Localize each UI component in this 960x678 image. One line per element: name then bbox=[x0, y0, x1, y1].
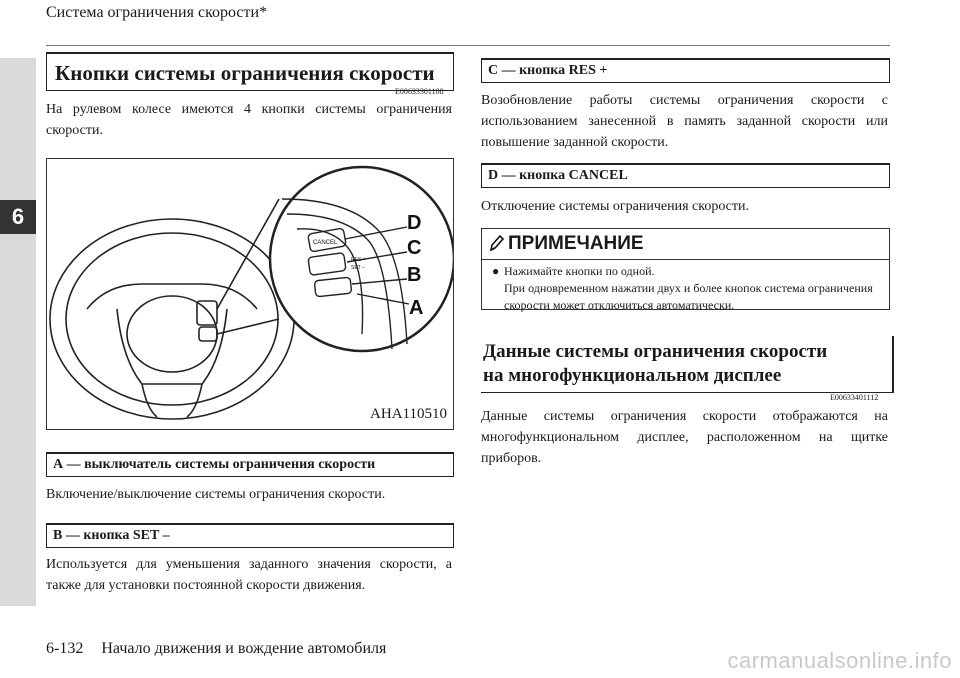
section-title-buttons: Кнопки системы ограничения скорости bbox=[46, 52, 454, 91]
item-b-title: В — кнопка SET – bbox=[46, 523, 454, 548]
callout-b: B bbox=[407, 264, 422, 286]
note-bullet-text: Нажимайте кнопки по одной. bbox=[504, 264, 655, 278]
item-c-text: Возобновление работы системы ограничения скорости с использованием занесенной в память заданной скорости или повышение заданной скорости. bbox=[481, 93, 888, 150]
chapter-tab: 6 bbox=[0, 200, 36, 234]
note-box bbox=[481, 228, 890, 310]
item-b-text: Используется для уменьшения заданного значения скорости, а также для установки постоянной скорости движения. bbox=[46, 557, 452, 593]
figure-label: AHA110510 bbox=[370, 406, 447, 422]
callout-a: A bbox=[409, 297, 424, 319]
callout-d: D bbox=[407, 212, 422, 234]
item-d-title: D — кнопка CANCEL bbox=[481, 163, 890, 188]
bullet-icon: ● bbox=[492, 264, 500, 278]
display-text: Данные системы ограничения скорости отображаются на многофункциональном дисплее, расположенном на щитке приборов. bbox=[481, 409, 888, 466]
steering-wheel-figure bbox=[46, 158, 454, 430]
item-d-text: Отключение системы ограничения скорости. bbox=[481, 199, 750, 214]
note-title: ПРИМЕЧАНИЕ bbox=[508, 233, 644, 254]
section-title-display bbox=[481, 336, 894, 393]
watermark: carmanualsonline.info bbox=[727, 648, 952, 673]
note-header bbox=[482, 229, 889, 260]
header-title: Система ограничения скорости* bbox=[46, 4, 268, 21]
steering-wheel-illustration bbox=[47, 159, 453, 429]
res-button-label: RES + bbox=[351, 257, 366, 263]
set-button-label: SET – bbox=[351, 265, 365, 271]
item-a-title: А — выключатель системы ограничения скорости bbox=[46, 452, 454, 477]
section-title-display-line2: на многофункциональном дисплее bbox=[483, 365, 782, 386]
note-bullet bbox=[492, 263, 881, 280]
page-number: 6-132 bbox=[46, 640, 84, 657]
intro-paragraph: На рулевом колесе имеются 4 кнопки системы ограничения скорости. bbox=[46, 102, 452, 138]
item-c-title: С — кнопка RES + bbox=[481, 58, 890, 83]
note-body bbox=[492, 263, 881, 314]
callout-c: C bbox=[407, 237, 422, 259]
header-rule bbox=[46, 45, 890, 46]
pencil-icon bbox=[488, 234, 504, 252]
cancel-button-label: CANCEL bbox=[313, 240, 338, 246]
section-title-display-line1: Данные системы ограничения скорости bbox=[483, 341, 828, 362]
footer-section: Начало движения и вождение автомобиля bbox=[101, 640, 387, 657]
display-section-code: E00633401112 bbox=[830, 393, 879, 402]
footer bbox=[46, 640, 386, 658]
item-a-text: Включение/выключение системы ограничения скорости. bbox=[46, 487, 386, 502]
note-detail: При одновременном нажатии двух и более кнопок система ограничения скорости может отключиться автоматически. bbox=[504, 281, 873, 312]
sidebar bbox=[0, 58, 36, 606]
section-code: E00633301108 bbox=[395, 87, 444, 96]
